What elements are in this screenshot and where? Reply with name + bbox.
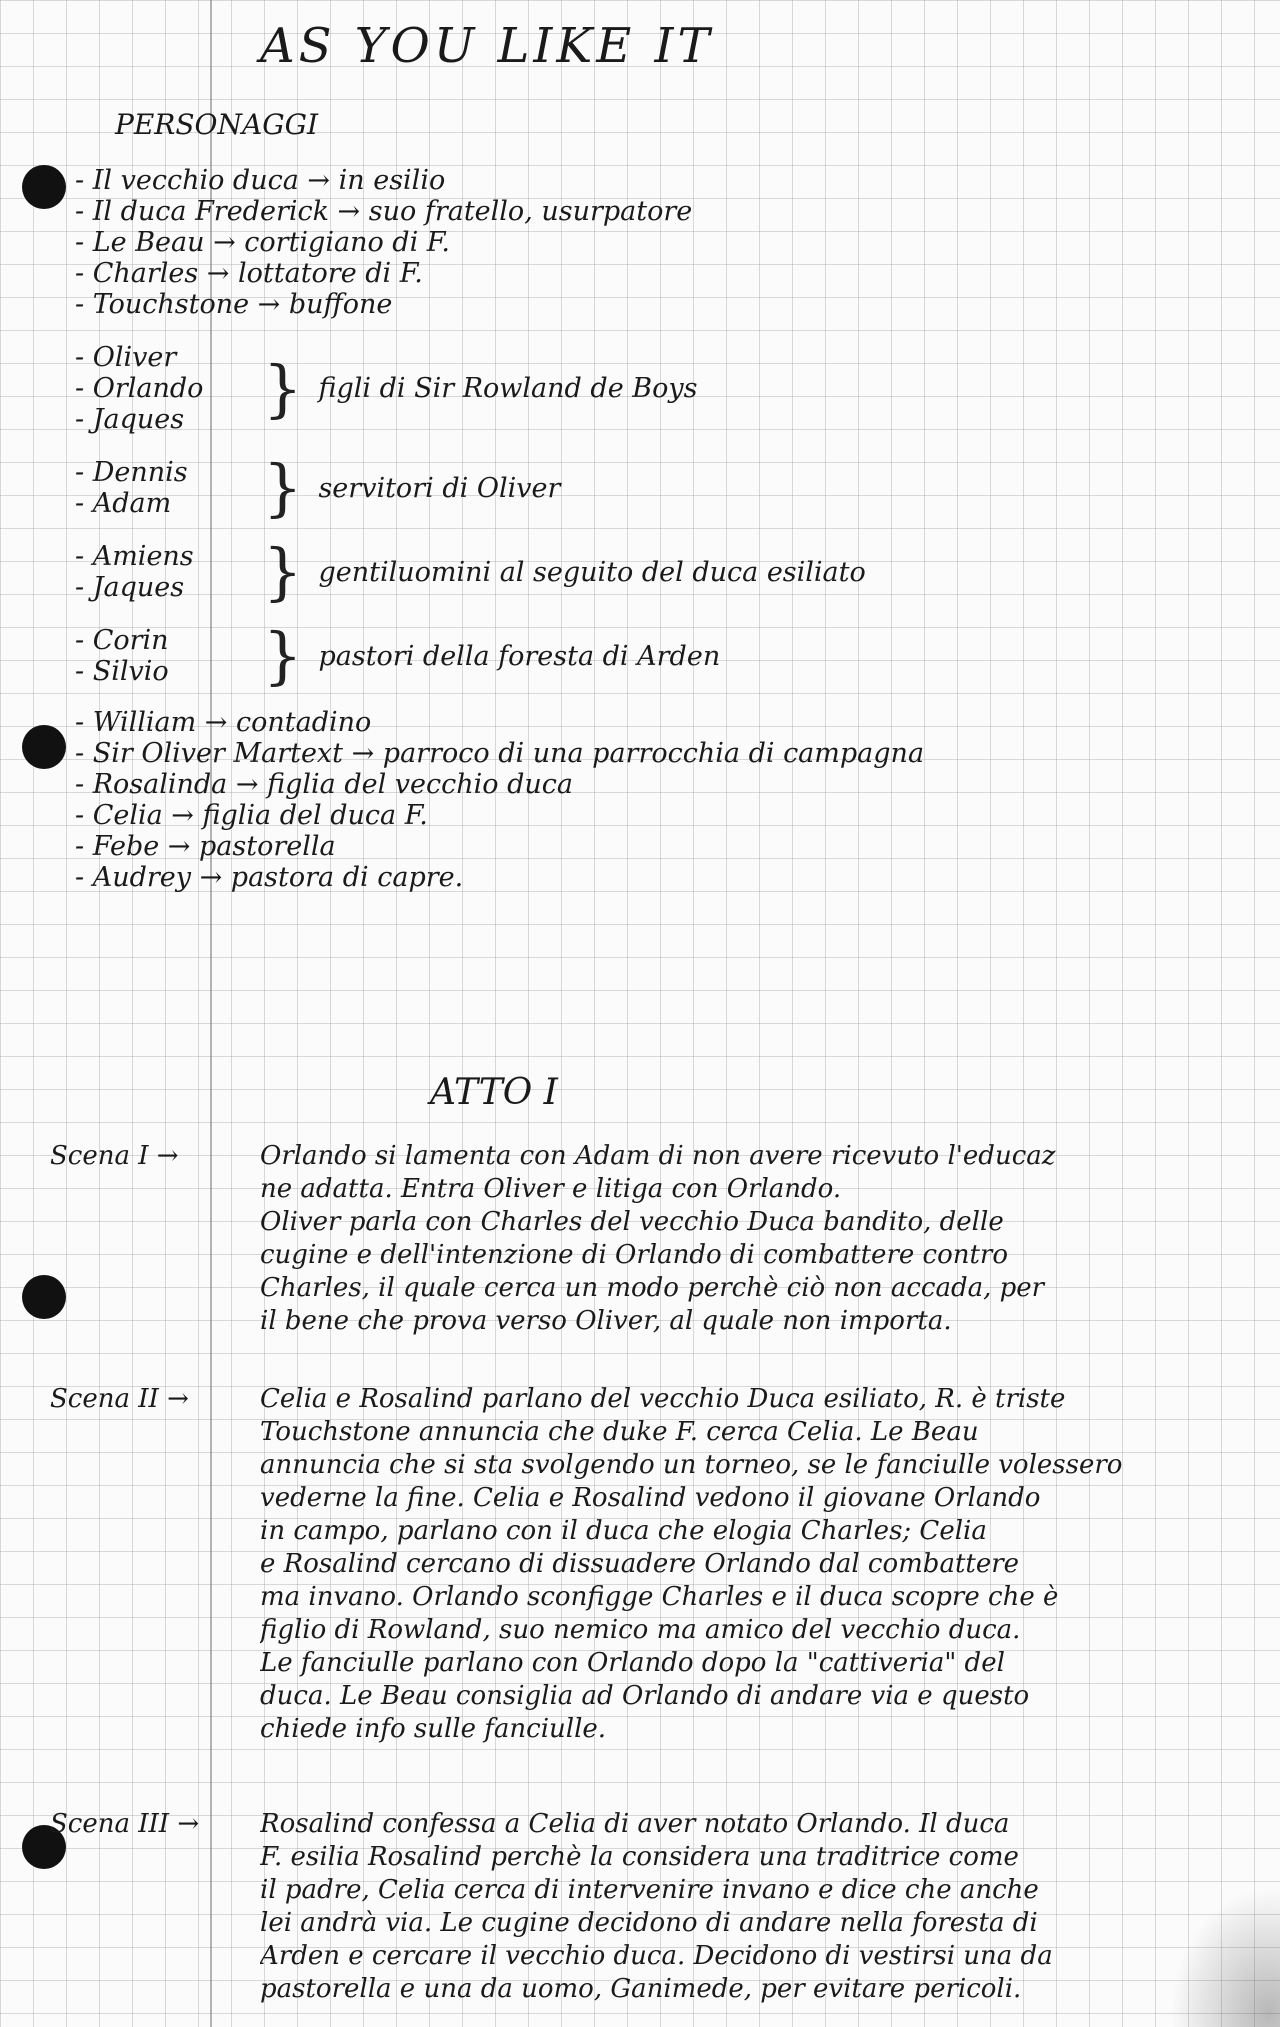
brace-icon: } <box>263 619 303 692</box>
character-group <box>75 619 1225 692</box>
text-line: Oliver parla con Charles del vecchio Duca bandito, delle <box>260 1207 1004 1237</box>
list-item: - Audrey → pastora di capre. <box>75 862 464 893</box>
scene-label: Scena I → <box>50 1141 179 1171</box>
scene-text <box>260 1808 1260 2006</box>
group-description: figli di Sir Rowland de Boys <box>318 373 698 404</box>
list-item: - Febe → pastorella <box>75 831 336 862</box>
text-line: in campo, parlano con il duca che elogia Charles; Celia <box>260 1516 987 1546</box>
character-name: - Adam <box>75 488 172 519</box>
character-name: - Jaques <box>75 404 185 435</box>
text-line: figlio di Rowland, suo nemico ma amico del vecchio duca. <box>260 1615 1021 1645</box>
act-title: ATTO I <box>430 1072 558 1113</box>
text-line: cugine e dell'intenzione di Orlando di combattere contro <box>260 1240 1009 1270</box>
text-line: il padre, Celia cerca di intervenire invano e dice che anche <box>260 1875 1039 1905</box>
character-group <box>75 451 1225 524</box>
character-name: - Jaques <box>75 572 185 603</box>
photo-shadow <box>1170 1887 1280 2027</box>
characters-heading: PERSONAGGI <box>115 108 319 141</box>
scene-block <box>50 1808 1260 2006</box>
text-line: pastorella e una da uomo, Ganimede, per evitare pericoli. <box>260 1974 1022 2004</box>
character-name: - Corin <box>75 625 169 656</box>
text-line: lei andrà via. Le cugine decidono di andare nella foresta di <box>260 1908 1038 1938</box>
list-item: - Le Beau → cortigiano di F. <box>75 227 450 258</box>
brace-icon: } <box>263 451 303 524</box>
brace-icon: } <box>263 535 303 608</box>
list-item: - Il vecchio duca → in esilio <box>75 165 446 196</box>
character-name: - Oliver <box>75 342 177 373</box>
brace-icon: } <box>263 351 303 425</box>
list-item: - Touchstone → buffone <box>75 289 393 320</box>
list-item: - Charles → lottatore di F. <box>75 258 423 289</box>
list-item: - Il duca Frederick → suo fratello, usurpatore <box>75 196 693 227</box>
text-line: Touchstone annuncia che duke F. cerca Celia. Le Beau <box>260 1417 979 1447</box>
character-name: - Amiens <box>75 541 194 572</box>
single-characters <box>75 165 1225 320</box>
group-description: servitori di Oliver <box>318 472 561 504</box>
character-name: - Dennis <box>75 457 188 488</box>
list-item: - Sir Oliver Martext → parroco di una parrocchia di campagna <box>75 738 925 769</box>
scene-label: Scena III → <box>50 1809 200 1839</box>
scene-block <box>50 1383 1260 1746</box>
scene-label: Scena II → <box>50 1384 189 1414</box>
text-line: Rosalind confessa a Celia di aver notato Orlando. Il duca <box>260 1809 1010 1839</box>
page-title: AS YOU LIKE IT <box>260 18 714 74</box>
character-group <box>75 342 1225 435</box>
group-description: gentiluomini al seguito del duca esiliato <box>318 556 866 588</box>
text-line: Orlando si lamenta con Adam di non avere ricevuto l'educaz <box>260 1141 1056 1171</box>
list-item: - William → contadino <box>75 707 372 738</box>
scene-block <box>50 1140 1260 1338</box>
scene-text <box>260 1140 1260 1338</box>
list-item: - Rosalinda → figlia del vecchio duca <box>75 769 574 800</box>
text-line: Celia e Rosalind parlano del vecchio Duca esiliato, R. è triste <box>260 1384 1066 1414</box>
text-line: Le fanciulle parlano con Orlando dopo la "cattiveria" del <box>260 1648 1005 1678</box>
list-item: - Celia → figlia del duca F. <box>75 800 428 831</box>
group-description: pastori della foresta di Arden <box>318 640 721 672</box>
text-line: ma invano. Orlando sconfigge Charles e il duca scopre che è <box>260 1582 1059 1612</box>
character-name: - Silvio <box>75 656 169 687</box>
character-group <box>75 535 1225 608</box>
text-line: Arden e cercare il vecchio duca. Decidono di vestirsi una da <box>260 1941 1053 1971</box>
text-line: e Rosalind cercano di dissuadere Orlando dal combattere <box>260 1549 1020 1579</box>
text-line: Charles, il quale cerca un modo perchè ciò non accada, per <box>260 1273 1045 1303</box>
text-line: chiede info sulle fanciulle. <box>260 1714 607 1744</box>
punch-hole <box>22 725 66 769</box>
character-name: - Orlando <box>75 373 204 404</box>
text-line: ne adatta. Entra Oliver e litiga con Orlando. <box>260 1174 842 1204</box>
text-line: F. esilia Rosalind perchè la considera una traditrice come <box>260 1842 1019 1872</box>
character-list <box>75 165 1225 893</box>
text-line: duca. Le Beau consiglia ad Orlando di andare via e questo <box>260 1681 1030 1711</box>
scene-text <box>260 1383 1260 1746</box>
text-line: il bene che prova verso Oliver, al quale non importa. <box>260 1306 952 1336</box>
text-line: vederne la fine. Celia e Rosalind vedono il giovane Orlando <box>260 1483 1041 1513</box>
more-characters <box>75 707 1225 893</box>
text-line: annuncia che si sta svolgendo un torneo, se le fanciulle volessero <box>260 1450 1123 1480</box>
punch-hole <box>22 165 66 209</box>
